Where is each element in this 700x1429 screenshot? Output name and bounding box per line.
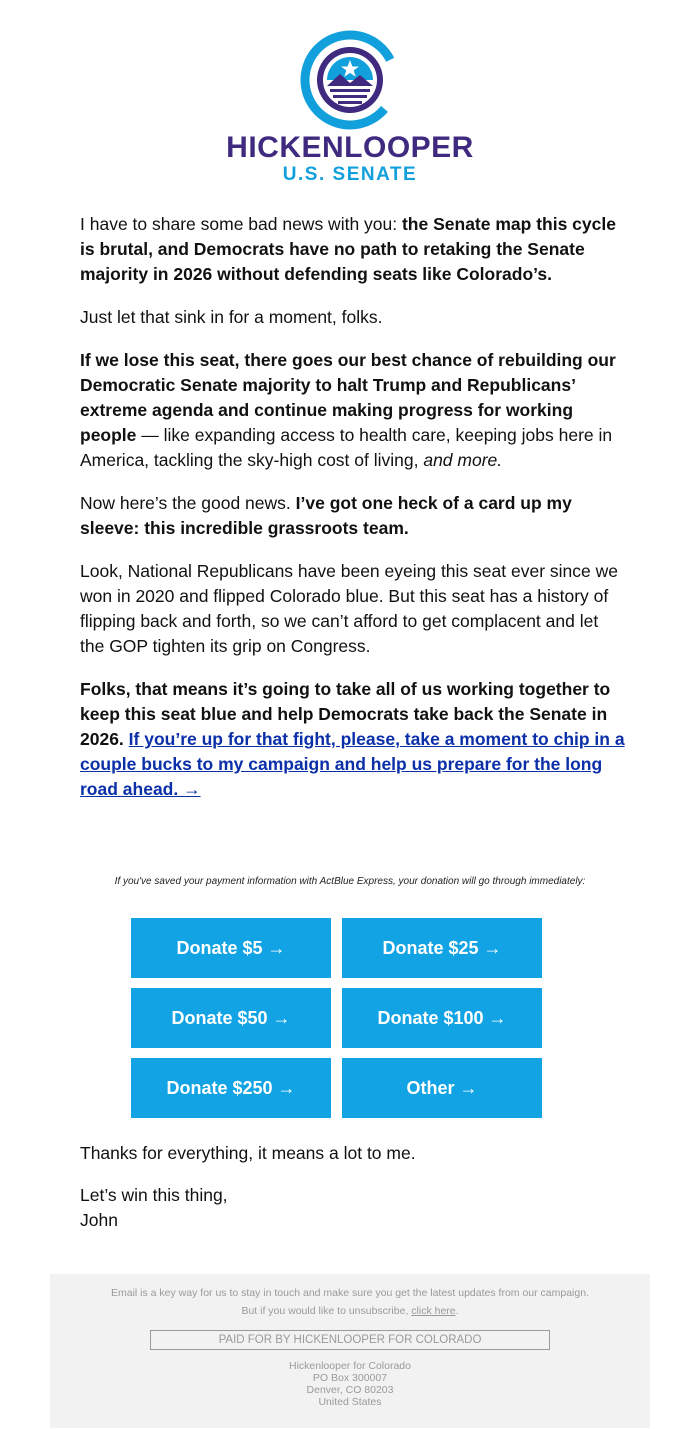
signoff: Let’s win this thing, John — [80, 1185, 228, 1230]
donate-25-button[interactable]: Donate $25 → — [342, 918, 542, 978]
footer-address: Hickenlooper for Colorado PO Box 300007 Denver, CO 80203 United States — [289, 1360, 411, 1408]
donate-link[interactable]: If you’re up for that fight, please, take a moment to chip in a couple bucks to my campaign and help us prepare for the long road ahead. → — [80, 729, 625, 799]
office-title: U.S. SENATE — [282, 164, 418, 185]
paragraph-3: If we lose this seat, there goes our best chance of rebuilding our Democratic Senate majority to halt Trump and Republicans’ extreme agenda and continue making progress for working people — like expanding access to health care, keeping jobs here in America, tackling the sky-high cost of living, and more. — [80, 350, 616, 470]
paragraph-6: Folks, that means it’s going to take all of us working together to keep this seat blue and help Democrats take back the Senate in 2026. If you’re up for that fight, please, take a moment to chip in a couple bucks to my campaign and help us prepare for the long road ahead. → — [80, 679, 625, 799]
donate-other-button[interactable]: Other → — [342, 1058, 542, 1118]
paragraph-2: Just let that sink in for a moment, folks. — [80, 307, 383, 327]
donate-5-button[interactable]: Donate $5 → — [131, 918, 331, 978]
signature: John — [80, 1210, 118, 1230]
donate-250-button[interactable]: Donate $250 → — [131, 1058, 331, 1118]
unsubscribe-link[interactable]: click here — [411, 1305, 456, 1317]
footer — [50, 1274, 650, 1428]
closing — [80, 1141, 625, 1250]
paragraph-4: Now here’s the good news. I’ve got one heck of a card up my sleeve: this incredible grassroots team. — [80, 493, 572, 538]
email-body — [80, 212, 625, 820]
mountain-star-logo-icon — [300, 28, 400, 132]
actblue-express-note: If you've saved your payment information with ActBlue Express, your donation will go through immediately: — [114, 876, 586, 887]
footer-email-note: Email is a key way for us to stay in touch and make sure you get the latest updates from our campaign. — [111, 1287, 589, 1299]
paragraph-5: Look, National Republicans have been eyeing this seat ever since we won in 2020 and flipped Colorado blue. But this seat has a history of flipping back and forth, so we can’t afford to get complacent and let the GOP tighten its grip on Congress. — [80, 561, 618, 656]
footer-unsubscribe-line: But if you would like to unsubscribe, click here. — [241, 1305, 459, 1317]
donate-100-button[interactable]: Donate $100 → — [342, 988, 542, 1048]
thanks-text: Thanks for everything, it means a lot to me. — [80, 1143, 416, 1163]
donate-50-button[interactable]: Donate $50 → — [131, 988, 331, 1048]
paid-for-disclaimer: PAID FOR BY HICKENLOOPER FOR COLORADO — [150, 1330, 550, 1350]
paragraph-1: I have to share some bad news with you: the Senate map this cycle is brutal, and Democrats have no path to retaking the Senate majority in 2026 without defending seats like Colorado’s. — [80, 214, 616, 284]
campaign-logo — [0, 28, 700, 186]
candidate-name: HICKENLOOPER — [226, 131, 474, 164]
